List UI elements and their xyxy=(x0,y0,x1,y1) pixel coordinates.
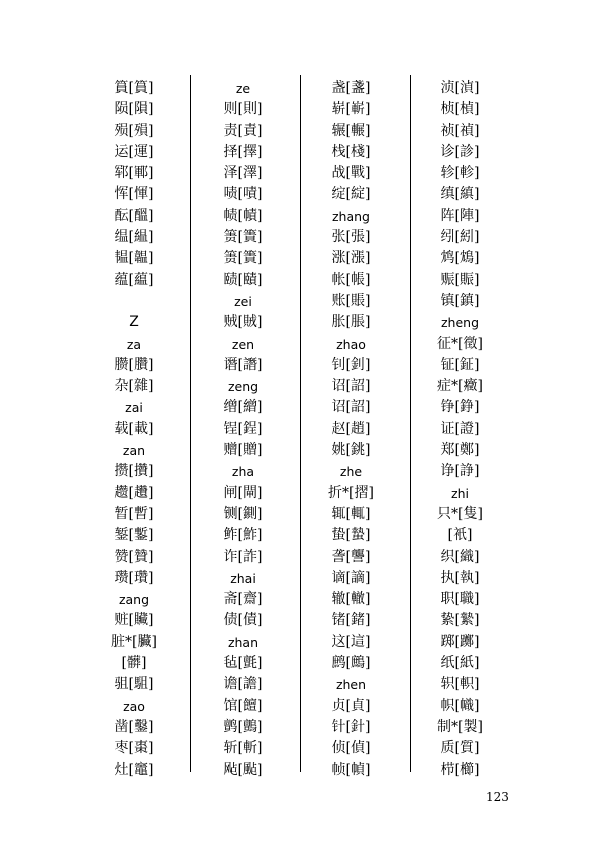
character-entry: 制*[製] xyxy=(437,718,483,735)
character-entry: 运[運] xyxy=(114,143,154,160)
character-entry: 赵[趙] xyxy=(331,420,371,437)
pinyin-heading: za xyxy=(126,336,142,352)
character-entry: 铮[錚] xyxy=(440,399,480,416)
character-entry: 殒[殞] xyxy=(114,122,154,139)
pinyin-heading: zhao xyxy=(336,336,366,352)
pinyin-heading: zheng xyxy=(440,315,480,331)
character-entry: 诤[諍] xyxy=(440,463,480,480)
character-entry: 辙[轍] xyxy=(331,591,371,608)
character-entry: 凿[鑿] xyxy=(114,718,154,735)
character-entry: 缊[緼] xyxy=(114,229,154,246)
character-entry: 这[這] xyxy=(331,633,371,650)
character-entry: 泽[澤] xyxy=(223,165,263,182)
character-entry: 箦[簀] xyxy=(223,250,263,267)
character-entry: 啧[嘖] xyxy=(223,186,263,203)
character-entry: 镇[鎮] xyxy=(440,292,480,309)
character-entry: 债[債] xyxy=(223,612,263,629)
character-entry: 诏[詔] xyxy=(331,399,371,416)
character-entry: 赞[贊] xyxy=(114,548,154,565)
character-entry: 蛰[蟄] xyxy=(331,527,371,544)
character-entry: 赃[贜] xyxy=(114,612,154,629)
character-entry: 踯[躑] xyxy=(440,633,480,650)
character-entry: 诊[診] xyxy=(440,143,480,160)
column-2 xyxy=(193,78,293,781)
character-entry: 缜[縝] xyxy=(440,186,480,203)
character-entry: 枣[棗] xyxy=(114,740,154,757)
character-entry: 帜[幟] xyxy=(440,697,480,714)
character-entry: 铡[鍘] xyxy=(223,505,263,522)
pinyin-heading: zhang xyxy=(331,208,370,224)
pinyin-heading: zhai xyxy=(230,570,256,586)
character-entry: 祯[禎] xyxy=(440,122,480,139)
character-entry: 择[擇] xyxy=(223,143,263,160)
pinyin-heading: zeng xyxy=(227,379,259,395)
pinyin-heading: zhan xyxy=(227,634,259,650)
character-entry: 责[責] xyxy=(223,122,263,139)
character-entry: 絷[縶] xyxy=(440,612,480,629)
character-entry: 毡[氈] xyxy=(223,655,263,672)
character-entry: 胀[脹] xyxy=(331,314,371,331)
character-entry: 锃[鋥] xyxy=(223,420,263,437)
character-entry: 盏[盞] xyxy=(331,80,371,96)
letter-heading: Z xyxy=(129,314,139,331)
character-entry: 轵[軹] xyxy=(440,676,480,693)
character-entry: 症*[癥] xyxy=(437,378,483,395)
character-entry: 桢[楨] xyxy=(440,101,480,118)
character-entry: 只*[隻] xyxy=(437,505,483,522)
character-entry: 帧[幀] xyxy=(331,761,371,778)
character-entry: 箦[簀] xyxy=(223,229,263,246)
character-entry: 蕴[藴] xyxy=(114,271,154,288)
character-entry: 帐[帳] xyxy=(331,271,371,288)
character-entry: 谪[謫] xyxy=(331,569,371,586)
character-entry: 谵[譫] xyxy=(223,676,263,693)
character-entry: 职[職] xyxy=(440,591,480,608)
character-entry: 折*[摺] xyxy=(328,484,374,501)
character-entry: 斋[齋] xyxy=(223,591,263,608)
character-entry: 轸[軫] xyxy=(440,165,480,182)
character-entry: 飐[颭] xyxy=(223,761,263,778)
character-entry: 辄[輒] xyxy=(331,505,371,522)
character-entry: 缯[繒] xyxy=(223,399,263,416)
character-entry: 针[針] xyxy=(331,718,371,735)
character-entry: 绽[綻] xyxy=(331,186,371,203)
character-entry: 栈[棧] xyxy=(331,143,371,160)
column-4 xyxy=(410,78,510,781)
character-entry: 赈[賑] xyxy=(440,271,480,288)
character-entry: 暂[暫] xyxy=(114,505,154,522)
character-entry: 栉[櫛] xyxy=(440,761,480,778)
character-entry: 征*[徵] xyxy=(437,335,483,352)
character-entry: 证[證] xyxy=(440,420,480,437)
pinyin-heading: zhe xyxy=(339,464,363,480)
character-entry: 郑[鄭] xyxy=(440,442,480,459)
character-entry: 战[戰] xyxy=(331,165,371,182)
pinyin-heading: zan xyxy=(122,443,146,459)
character-entry: 杂[雜] xyxy=(114,378,154,395)
character-entry: 驵[駔] xyxy=(114,676,154,693)
column-1 xyxy=(84,78,184,781)
character-entry: 则[則] xyxy=(223,101,263,118)
character-entry: 浈[湞] xyxy=(440,80,480,96)
column-3 xyxy=(301,78,401,781)
character-entry: 郓[鄆] xyxy=(114,165,154,182)
pinyin-heading: zhen xyxy=(335,677,367,693)
character-entry: 錾[鏨] xyxy=(114,527,154,544)
character-entry: 赠[贈] xyxy=(223,442,263,459)
character-entry: 陨[隕] xyxy=(114,101,154,118)
character-entry: 馆[饘] xyxy=(223,697,263,714)
character-entry: 贞[貞] xyxy=(331,697,371,714)
pinyin-heading: zai xyxy=(125,400,143,416)
pinyin-heading: zha xyxy=(231,464,255,480)
character-entry: 载[載] xyxy=(114,420,154,437)
character-entry: 辗[輾] xyxy=(331,122,371,139)
character-entry: 织[織] xyxy=(440,548,480,565)
pinyin-heading: ze xyxy=(235,81,251,96)
character-entry: 账[賬] xyxy=(331,292,371,309)
character-entry: 贼[賊] xyxy=(223,314,263,331)
character-entry: 鸩[鴆] xyxy=(440,250,480,267)
character-entry: 纼[紖] xyxy=(440,229,480,246)
character-entry: 鲊[鮓] xyxy=(223,527,263,544)
pinyin-heading: zhi xyxy=(451,485,469,501)
character-entry: 脏*[臟] xyxy=(111,633,157,650)
character-entry: 酝[醞] xyxy=(114,207,154,224)
character-entry: 帻[幘] xyxy=(223,207,263,224)
character-entry: 斩[斬] xyxy=(223,740,263,757)
character-entry: 纸[紙] xyxy=(440,655,480,672)
character-entry: 攒[攢] xyxy=(114,463,154,480)
character-entry: 闸[閘] xyxy=(223,484,263,501)
character-entry: 灶[竈] xyxy=(114,761,154,778)
character-entry: 鹧[鷓] xyxy=(331,655,371,672)
column-divider-1 xyxy=(190,75,191,772)
character-entry: 质[質] xyxy=(440,740,480,757)
character-entry: 锗[鍺] xyxy=(331,612,371,629)
character-entry: 韫[韞] xyxy=(114,250,154,267)
character-entry: 臜[臢] xyxy=(114,356,154,373)
character-entry: 诈[詐] xyxy=(223,548,263,565)
character-entry: 篔[篔] xyxy=(114,80,154,96)
character-entry: 阵[陣] xyxy=(440,207,480,224)
pinyin-heading: zei xyxy=(234,293,252,309)
character-entry: 张[張] xyxy=(331,229,371,246)
character-entry: 诏[詔] xyxy=(331,378,371,395)
character-entry: 钊[釗] xyxy=(331,356,371,373)
pinyin-heading: zen xyxy=(231,336,255,352)
pinyin-heading: zao xyxy=(123,698,145,714)
character-entry: 姚[銚] xyxy=(331,442,371,459)
character-entry: 恽[惲] xyxy=(114,186,154,203)
character-entry: 趱[趲] xyxy=(114,484,154,501)
character-entry: 赜[賾] xyxy=(223,271,263,288)
character-entry: 谮[譖] xyxy=(223,356,263,373)
character-entry: 侦[偵] xyxy=(331,740,371,757)
page-number: 123 xyxy=(486,790,509,804)
pinyin-heading: zang xyxy=(118,592,150,608)
character-entry: 执[執] xyxy=(440,569,480,586)
character-entry: 崭[嶄] xyxy=(331,101,371,118)
character-entry: [衹] xyxy=(447,527,473,544)
character-entry: [髒] xyxy=(121,655,147,672)
character-entry: 钲[鉦] xyxy=(440,356,480,373)
character-entry: 瓒[瓚] xyxy=(114,569,154,586)
character-entry: 詟[讋] xyxy=(331,548,371,565)
character-entry: 涨[漲] xyxy=(331,250,371,267)
character-entry: 鹯[鸇] xyxy=(223,718,263,735)
